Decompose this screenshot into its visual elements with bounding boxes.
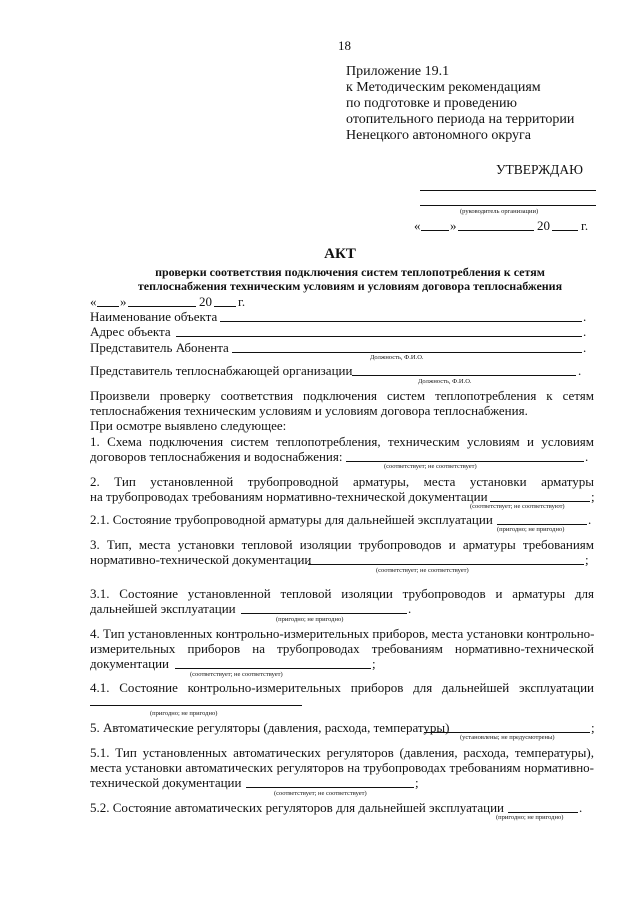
item-5-field[interactable] <box>424 732 590 733</box>
approve-month-field[interactable] <box>458 230 534 231</box>
item-5-1-semicolon: ; <box>415 775 419 790</box>
item-5-semicolon: ; <box>591 720 595 735</box>
intro-line-1: Произвели проверку соответствия подключения систем теплопотребления к сетям <box>90 388 594 403</box>
appendix-line-1: Приложение 19.1 <box>346 64 450 79</box>
item-1-caption: (соответствует; не соответствует) <box>384 463 477 470</box>
object-name-label: Наименование объекта <box>90 309 218 324</box>
intro-line-2: теплоснабжения техническим условиям и условиям договора теплоснабжения. <box>90 403 528 418</box>
object-address-label: Адрес объекта <box>90 324 171 339</box>
item-5-2-field[interactable] <box>508 812 578 813</box>
item-5-2-line: 5.2. Состояние автоматических регуляторов для дальнейшей эксплуатации <box>90 800 505 815</box>
item-2-line-2: на трубопроводах требованиям нормативно-технической документации <box>90 489 488 504</box>
item-5-2-period: . <box>579 800 583 815</box>
approve-signature-line[interactable] <box>420 190 596 191</box>
item-4-1-caption: (пригодно; не пригодно) <box>150 710 218 717</box>
item-4-1-field[interactable] <box>90 705 302 706</box>
supplier-rep-field[interactable] <box>352 375 576 376</box>
item-4-field[interactable] <box>175 668 371 669</box>
object-address-period: . <box>583 324 587 339</box>
item-5-1-line-1: 5.1. Тип установленных автоматических регуляторов (давления, расхода, температуры), <box>90 745 594 760</box>
approve-title: УТВЕРЖДАЮ <box>496 162 584 177</box>
item-4-semicolon: ; <box>372 656 376 671</box>
approve-year-prefix: 20 <box>537 218 550 233</box>
subscriber-rep-period: . <box>583 340 587 355</box>
appendix-line-2: к Методическим рекомендациям <box>346 80 541 95</box>
date-year-suffix: г. <box>238 294 246 309</box>
act-title: АКТ <box>324 246 356 262</box>
approve-head-line[interactable] <box>420 205 596 206</box>
act-month-field[interactable] <box>128 306 196 307</box>
approve-head-caption: (руководитель организации) <box>460 208 539 215</box>
item-3-1-field[interactable] <box>241 613 407 614</box>
supplier-rep-label: Представитель теплоснабжающей организации <box>90 363 353 378</box>
object-name-field[interactable] <box>220 321 582 322</box>
appendix-line-3: по подготовке и проведению <box>346 96 517 111</box>
item-3-field[interactable] <box>308 564 584 565</box>
appendix-line-5: Ненецкого автономного округа <box>346 128 531 143</box>
approve-day-field[interactable] <box>421 230 449 231</box>
item-1-period: . <box>585 449 589 464</box>
approve-date-open: « <box>414 218 421 233</box>
item-2-caption: (соответствует; не соответствуют) <box>470 503 565 510</box>
item-3-1-period: . <box>408 601 412 616</box>
item-3-caption: (соответствует; не соответствует) <box>376 567 469 574</box>
item-4-line-1: 4. Тип установленных контрольно-измерительных приборов, места установки контрольно- <box>90 626 595 641</box>
act-subtitle-2: теплоснабжения техническим условиям и условиям договора теплоснабжения <box>137 279 563 293</box>
item-2-1-line: 2.1. Состояние трубопроводной арматуры для дальнейшей эксплуатации <box>90 512 493 527</box>
item-5-line: 5. Автоматические регуляторы (давления, расхода, температуры) <box>90 720 450 735</box>
item-3-line-2: нормативно-технической документации <box>90 552 312 567</box>
page-number: 18 <box>338 38 351 53</box>
date-open: « <box>90 294 97 309</box>
item-5-1-caption: (соответствует; не соответствует) <box>274 790 367 797</box>
item-4-1-line: 4.1. Состояние контрольно-измерительных приборов для дальнейшей эксплуатации <box>90 680 594 695</box>
item-5-caption: (установлены; не предусмотрены) <box>460 734 555 741</box>
subscriber-rep-caption: Должность, Ф.И.О. <box>370 354 424 361</box>
item-3-1-caption: (пригодно; не пригодно) <box>276 616 344 623</box>
item-2-1-field[interactable] <box>497 524 587 525</box>
item-5-1-line-3: технической документации <box>90 775 242 790</box>
item-5-2-caption: (пригодно; не пригодно) <box>496 814 564 821</box>
item-2-line-1: 2. Тип установленной трубопроводной арматуры, места установки арматуры <box>90 474 594 489</box>
item-4-line-2: измерительных приборов на трубопроводах требованиям нормативно-технической <box>90 641 594 656</box>
item-1-field[interactable] <box>346 461 584 462</box>
date-year-prefix: 20 <box>199 294 212 309</box>
intro-line-3: При осмотре выявлено следующее: <box>90 418 287 433</box>
item-3-1-line-1: 3.1. Состояние установленной тепловой изоляции трубопроводов и арматуры для <box>90 586 594 601</box>
act-year-field[interactable] <box>214 306 236 307</box>
approve-date-close: » <box>450 218 457 233</box>
approve-year-field[interactable] <box>552 230 578 231</box>
subscriber-rep-label: Представитель Абонента <box>90 340 229 355</box>
item-4-line-3: документации <box>90 656 170 671</box>
item-2-1-caption: (пригодно; не пригодно) <box>497 526 565 533</box>
item-2-semicolon: ; <box>591 489 595 504</box>
item-1-line-1: 1. Схема подключения систем теплопотребления, техническим условиям и условиям <box>90 434 594 449</box>
act-day-field[interactable] <box>97 306 119 307</box>
object-address-field[interactable] <box>176 336 582 337</box>
item-4-caption: (соответствует; не соответствует) <box>190 671 283 678</box>
subscriber-rep-field[interactable] <box>232 352 582 353</box>
supplier-rep-caption: Должность, Ф.И.О. <box>418 378 472 385</box>
appendix-line-4: отопительного периода на территории <box>346 112 575 127</box>
object-name-period: . <box>583 309 587 324</box>
item-3-1-line-2: дальнейшей эксплуатации <box>90 601 236 616</box>
item-1-line-2: договоров теплоснабжения и водоснабжения: <box>90 449 343 464</box>
supplier-rep-period: . <box>578 363 582 378</box>
item-3-semicolon: ; <box>585 552 589 567</box>
item-2-1-period: . <box>588 512 592 527</box>
item-5-1-field[interactable] <box>246 787 414 788</box>
item-2-field[interactable] <box>490 501 590 502</box>
item-3-line-1: 3. Тип, места установки тепловой изоляции трубопроводов и арматуры требованиям <box>90 537 594 552</box>
act-subtitle-1: проверки соответствия подключения систем теплопотребления к сетям <box>155 265 545 279</box>
approve-year-suffix: г. <box>581 218 589 233</box>
item-5-1-line-2: места установки автоматических регуляторов на трубопроводах требованиям нормативно- <box>90 760 594 775</box>
date-close: » <box>120 294 127 309</box>
